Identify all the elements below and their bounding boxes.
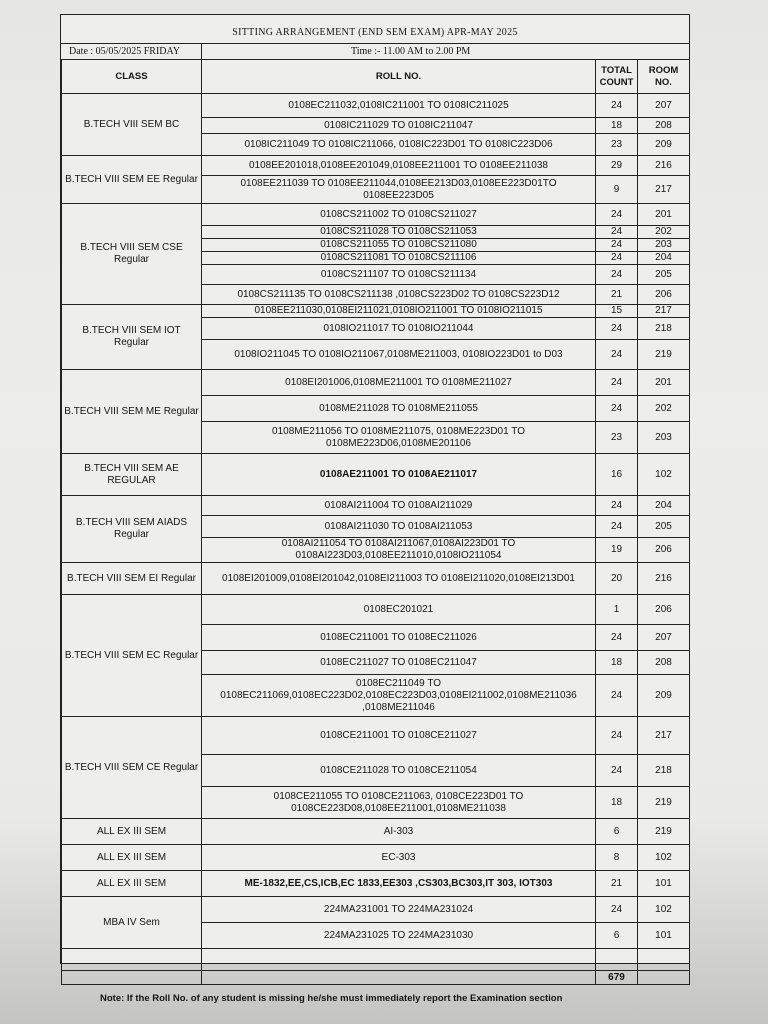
count-cell: 9 [596, 176, 638, 204]
room-cell: 202 [638, 396, 690, 422]
room-cell: 209 [638, 134, 690, 156]
count-cell: 19 [596, 538, 638, 563]
count-cell: 29 [596, 156, 638, 176]
count-cell: 23 [596, 422, 638, 454]
header-class: CLASS [62, 60, 202, 94]
count-cell: 24 [596, 396, 638, 422]
roll-no-cell: 0108CS211135 TO 0108CS211138 ,0108CS223D02 TO 0108CS223D12 [202, 285, 596, 305]
count-cell: 24 [596, 625, 638, 651]
class-cell: B.TECH VIII SEM EI Regular [62, 563, 202, 595]
roll-no-cell: 0108IC211029 TO 0108IC211047 [202, 118, 596, 134]
table-row [62, 595, 690, 625]
table-row [62, 496, 690, 516]
room-cell: 208 [638, 651, 690, 675]
room-cell: 101 [638, 871, 690, 897]
count-cell: 24 [596, 897, 638, 923]
count-cell: 24 [596, 516, 638, 538]
empty-cell [202, 971, 596, 985]
class-cell: ALL EX III SEM [62, 845, 202, 871]
roll-no-cell: AI-303 [202, 819, 596, 845]
roll-no-cell: 0108EC201021 [202, 595, 596, 625]
roll-no-cell: 0108EC211001 TO 0108EC211026 [202, 625, 596, 651]
roll-no-cell: 0108ME211028 TO 0108ME211055 [202, 396, 596, 422]
room-cell: 207 [638, 94, 690, 118]
class-cell: MBA IV Sem [62, 897, 202, 949]
class-cell: B.TECH VIII SEM EC Regular [62, 595, 202, 717]
table-row [62, 305, 690, 318]
exam-time: Time :- 11.00 AM to 2.00 PM [351, 46, 471, 57]
divider [201, 44, 202, 60]
roll-no-cell: 224MA231001 TO 224MA231024 [202, 897, 596, 923]
room-cell: 217 [638, 176, 690, 204]
count-cell: 18 [596, 787, 638, 819]
class-cell: B.TECH VIII SEM CSE Regular [62, 204, 202, 305]
count-cell: 24 [596, 717, 638, 755]
roll-no-cell: 0108CE211055 TO 0108CE211063, 0108CE223D01 TO 0108CE223D08,0108EE211001,0108ME211038 [202, 787, 596, 819]
count-cell: 24 [596, 94, 638, 118]
count-cell: 6 [596, 819, 638, 845]
roll-no-cell: 0108EC211032,0108IC211001 TO 0108IC211025 [202, 94, 596, 118]
roll-no-cell: 0108CE211001 TO 0108CE211027 [202, 717, 596, 755]
roll-no-cell: 0108CE211028 TO 0108CE211054 [202, 755, 596, 787]
room-cell: 205 [638, 265, 690, 285]
room-cell: 204 [638, 252, 690, 265]
count-cell: 24 [596, 226, 638, 239]
room-cell: 102 [638, 454, 690, 496]
empty-cell [638, 971, 690, 985]
count-cell: 21 [596, 285, 638, 305]
count-cell: 15 [596, 305, 638, 318]
roll-no-cell: 0108EE211030,0108EI211021,0108IO211001 TO 0108IO211015 [202, 305, 596, 318]
table-row [62, 156, 690, 176]
room-cell: 219 [638, 340, 690, 370]
room-cell: 219 [638, 787, 690, 819]
class-cell: ALL EX III SEM [62, 819, 202, 845]
count-cell: 24 [596, 204, 638, 226]
room-cell: 202 [638, 226, 690, 239]
count-cell: 18 [596, 651, 638, 675]
roll-no-cell: 0108IO211045 TO 0108IO211067,0108ME211003, 0108IO223D01 to D03 [202, 340, 596, 370]
exam-sheet [60, 14, 690, 983]
table-row [62, 717, 690, 755]
count-cell: 6 [596, 923, 638, 949]
count-cell: 24 [596, 675, 638, 717]
room-cell: 203 [638, 422, 690, 454]
table-header-row [62, 60, 690, 94]
roll-no-cell: 0108CS211028 TO 0108CS211053 [202, 226, 596, 239]
room-cell: 206 [638, 595, 690, 625]
roll-no-cell: 0108AI211004 TO 0108AI211029 [202, 496, 596, 516]
count-cell: 24 [596, 252, 638, 265]
room-cell: 218 [638, 318, 690, 340]
room-cell: 219 [638, 819, 690, 845]
roll-no-cell: 0108CS211107 TO 0108CS211134 [202, 265, 596, 285]
room-cell: 102 [638, 897, 690, 923]
date-time-row [61, 43, 689, 60]
count-cell: 24 [596, 755, 638, 787]
room-cell: 206 [638, 538, 690, 563]
header-roll-no: ROLL NO. [202, 60, 596, 94]
roll-no-cell: 224MA231025 TO 224MA231030 [202, 923, 596, 949]
count-cell: 24 [596, 496, 638, 516]
count-cell: 18 [596, 118, 638, 134]
class-cell: B.TECH VIII SEM IOT Regular [62, 305, 202, 370]
roll-no-cell: ME-1832,EE,CS,ICB,EC 1833,EE303 ,CS303,BC303,IT 303, IOT303 [202, 871, 596, 897]
count-cell: 24 [596, 239, 638, 252]
roll-no-cell: 0108CS211081 TO 0108CS211106 [202, 252, 596, 265]
roll-no-cell: 0108IO211017 TO 0108IO211044 [202, 318, 596, 340]
roll-no-cell: 0108AI211030 TO 0108AI211053 [202, 516, 596, 538]
room-cell: 102 [638, 845, 690, 871]
exam-date: Date : 05/05/2025 FRIDAY [69, 46, 181, 57]
roll-no-cell: 0108AI211054 TO 0108AI211067,0108AI223D01 TO 0108AI223D03,0108EE211010,0108IO211054 [202, 538, 596, 563]
roll-no-cell: 0108EE201018,0108EE201049,0108EE211001 TO 0108EE211038 [202, 156, 596, 176]
count-cell: 1 [596, 595, 638, 625]
total-row [62, 971, 690, 985]
table-row [62, 370, 690, 396]
header-room-no: ROOM NO. [638, 60, 690, 94]
empty-cell [62, 971, 202, 985]
count-cell: 24 [596, 370, 638, 396]
roll-no-cell: 0108EC211027 TO 0108EC211047 [202, 651, 596, 675]
class-cell: B.TECH VIII SEM CE Regular [62, 717, 202, 819]
table-row [62, 845, 690, 871]
roll-no-cell: 0108CS211055 TO 0108CS211080 [202, 239, 596, 252]
table-row [62, 871, 690, 897]
room-cell: 209 [638, 675, 690, 717]
room-cell: 204 [638, 496, 690, 516]
table-row [62, 94, 690, 118]
document-title: SITTING ARRANGEMENT (END SEM EXAM) APR-MAY 2025 [232, 27, 518, 38]
roll-no-cell: EC-303 [202, 845, 596, 871]
roll-no-cell: 0108EC211049 TO 0108EC211069,0108EC223D02,0108EC223D03,0108EI211002,0108ME211036 ,0108ME211046 [202, 675, 596, 717]
room-cell: 206 [638, 285, 690, 305]
room-cell: 203 [638, 239, 690, 252]
room-cell: 101 [638, 923, 690, 949]
class-cell: B.TECH VIII SEM EE Regular [62, 156, 202, 204]
room-cell: 208 [638, 118, 690, 134]
roll-no-cell: 0108AE211001 TO 0108AE211017 [202, 454, 596, 496]
class-cell: B.TECH VIII SEM AE REGULAR [62, 454, 202, 496]
room-cell: 201 [638, 370, 690, 396]
count-cell: 24 [596, 265, 638, 285]
class-cell: B.TECH VIII SEM ME Regular [62, 370, 202, 454]
table-row [62, 819, 690, 845]
room-cell: 217 [638, 717, 690, 755]
count-cell: 24 [596, 340, 638, 370]
seating-table [61, 59, 690, 985]
count-cell: 23 [596, 134, 638, 156]
class-cell: B.TECH VIII SEM BC [62, 94, 202, 156]
total-area [61, 929, 689, 963]
count-cell: 16 [596, 454, 638, 496]
room-cell: 205 [638, 516, 690, 538]
table-body [62, 94, 690, 985]
roll-no-cell: 0108CS211002 TO 0108CS211027 [202, 204, 596, 226]
room-cell: 207 [638, 625, 690, 651]
count-cell: 21 [596, 871, 638, 897]
roll-no-cell: 0108ME211056 TO 0108ME211075, 0108ME223D01 TO 0108ME223D06,0108ME201106 [202, 422, 596, 454]
count-cell: 8 [596, 845, 638, 871]
room-cell: 217 [638, 305, 690, 318]
roll-no-cell: 0108IC211049 TO 0108IC211066, 0108IC223D01 TO 0108IC223D06 [202, 134, 596, 156]
class-cell: B.TECH VIII SEM AIADS Regular [62, 496, 202, 563]
roll-no-cell: 0108EI201006,0108ME211001 TO 0108ME211027 [202, 370, 596, 396]
room-cell: 218 [638, 755, 690, 787]
footer-note: Note: If the Roll No. of any student is missing he/she must immediately report the Examination section [100, 993, 563, 1004]
roll-no-cell: 0108EE211039 TO 0108EE211044,0108EE213D03,0108EE223D01TO 0108EE223D05 [202, 176, 596, 204]
count-cell: 24 [596, 318, 638, 340]
room-cell: 201 [638, 204, 690, 226]
table-row [62, 454, 690, 496]
roll-no-cell: 0108EI201009,0108EI201042,0108EI211003 TO 0108EI211020,0108EI213D01 [202, 563, 596, 595]
class-cell: ALL EX III SEM [62, 871, 202, 897]
table-row [62, 204, 690, 226]
grand-total: 679 [596, 971, 638, 985]
table-row [62, 897, 690, 923]
room-cell: 216 [638, 156, 690, 176]
count-cell: 20 [596, 563, 638, 595]
table-row [62, 563, 690, 595]
room-cell: 216 [638, 563, 690, 595]
header-total-count: TOTAL COUNT [596, 60, 638, 94]
